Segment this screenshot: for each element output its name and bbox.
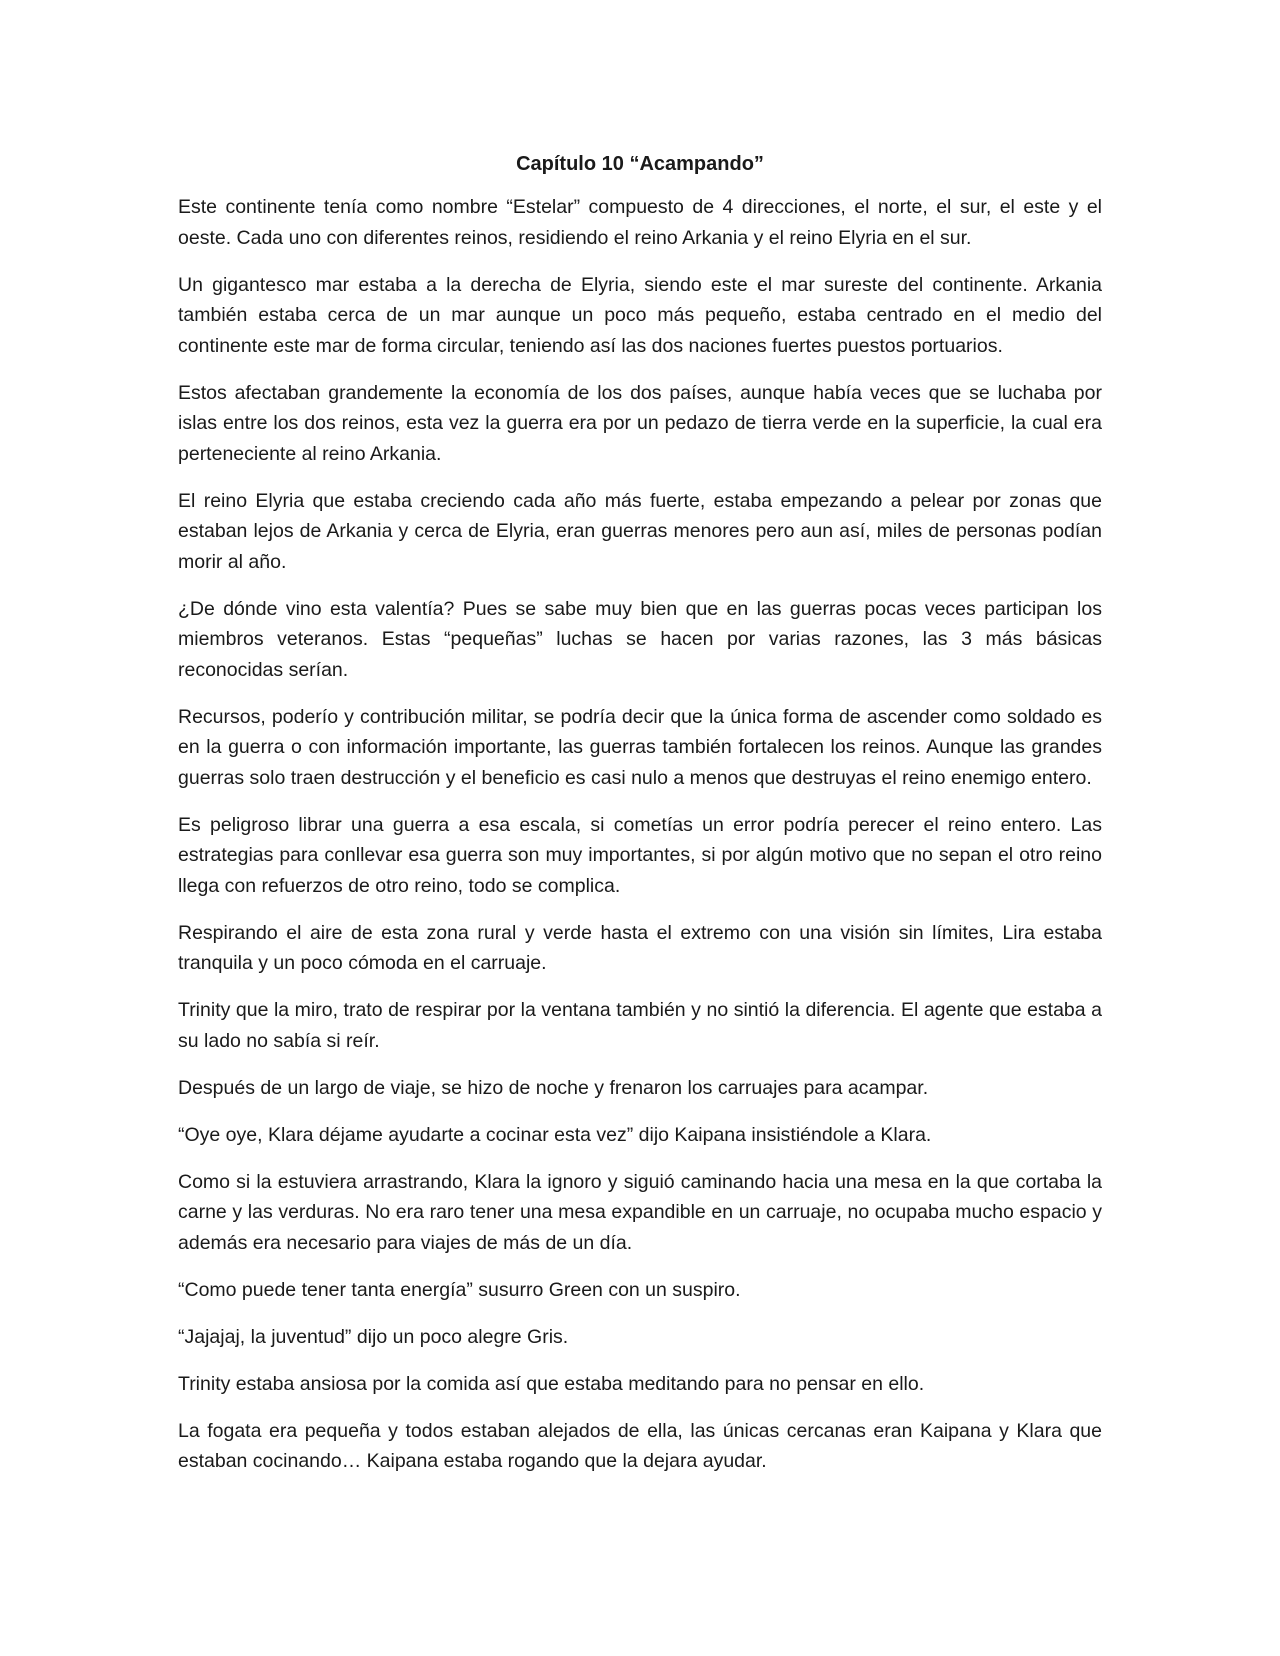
paragraph: Es peligroso librar una guerra a esa escala, si cometías un error podría perecer el reino entero. Las estrategias para conllevar esa guerra son muy importantes, si por algún motivo que no sepan el otro reino llega con refuerzos de otro reino, todo se complica. xyxy=(178,813,1102,897)
paragraph: “Oye oye, Klara déjame ayudarte a cocinar esta vez” dijo Kaipana insistiéndole a Klara. xyxy=(178,1123,932,1146)
paragraph: Estos afectaban grandemente la economía de los dos países, aunque había veces que se luchaba por islas entre los dos reinos, esta vez la guerra era por un pedazo de tierra verde en la superficie, la cual era perteneciente al reino Arkania. xyxy=(178,381,1102,465)
paragraph: Como si la estuviera arrastrando, Klara la ignoro y siguió caminando hacia una mesa en la que cortaba la carne y las verduras. No era raro tener una mesa expandible en un carruaje, no ocupaba mucho espacio y además era necesario para viajes de más de un día. xyxy=(178,1170,1102,1254)
paragraph: Un gigantesco mar estaba a la derecha de Elyria, siendo este el mar sureste del continente. Arkania también estaba cerca de un mar aunque un poco más pequeño, estaba centrado en el medio del continente este mar de forma circular, teniendo así las dos naciones fuertes puestos portuarios. xyxy=(178,273,1102,357)
paragraph: Después de un largo de viaje, se hizo de noche y frenaron los carruajes para acampar. xyxy=(178,1076,929,1099)
paragraph: Recursos, poderío y contribución militar, se podría decir que la única forma de ascender como soldado es en la guerra o con información importante, las guerras también fortalecen los reinos. Aunque las grandes guerras solo traen destrucción y el beneficio es casi nulo a menos que destruyas el reino enemigo entero. xyxy=(178,705,1102,789)
paragraph: Trinity estaba ansiosa por la comida así que estaba meditando para no pensar en ello. xyxy=(178,1372,925,1395)
document-page xyxy=(178,150,1102,1493)
paragraph: La fogata era pequeña y todos estaban alejados de ella, las únicas cercanas eran Kaipana y Klara que estaban cocinando… Kaipana estaba rogando que la dejara ayudar. xyxy=(178,1419,1102,1472)
paragraph: Respirando el aire de esta zona rural y verde hasta el extremo con una visión sin límites, Lira estaba tranquila y un poco cómoda en el carruaje. xyxy=(178,921,1102,974)
paragraph: El reino Elyria que estaba creciendo cada año más fuerte, estaba empezando a pelear por zonas que estaban lejos de Arkania y cerca de Elyria, eran guerras menores pero aun así, miles de personas podían morir al año. xyxy=(178,489,1102,573)
paragraph: Trinity que la miro, trato de respirar por la ventana también y no sintió la diferencia. El agente que estaba a su lado no sabía si reír. xyxy=(178,999,1102,1052)
paragraph: ¿De dónde vino esta valentía? Pues se sabe muy bien que en las guerras pocas veces participan los miembros veteranos. Estas “pequeñas” luchas se hacen por varias razones, las 3 más básicas reconocidas serían. xyxy=(178,597,1102,681)
paragraph: “Jajajaj, la juventud” dijo un poco alegre Gris. xyxy=(178,1325,569,1348)
paragraph: Este continente tenía como nombre “Estelar” compuesto de 4 direcciones, el norte, el sur, el este y el oeste. Cada uno con diferentes reinos, residiendo el reino Arkania y el reino Elyria en el sur. xyxy=(178,196,1102,249)
paragraph: “Como puede tener tanta energía” susurro Green con un suspiro. xyxy=(178,1278,741,1301)
chapter-title: Capítulo 10 “Acampando” xyxy=(516,153,764,175)
